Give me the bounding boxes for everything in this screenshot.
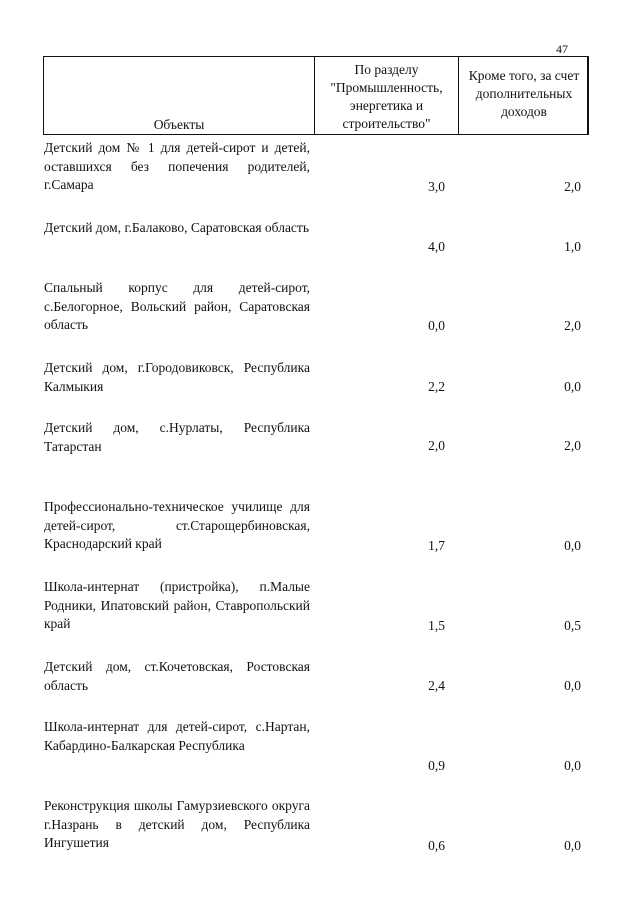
header-extra-line: Кроме того, за счет xyxy=(468,68,580,83)
row-value-section: 4,0 xyxy=(428,239,445,254)
row-value-extra: 0,0 xyxy=(564,538,581,553)
table-header xyxy=(43,56,589,135)
row-value-section: 3,0 xyxy=(428,179,445,194)
header-section-line: энергетика и xyxy=(349,98,424,113)
row-object-name: Профессионально-техническое училище для детей-сирот, ст.Старощербиновская, Краснодарский край xyxy=(44,499,310,551)
row-object-name: Реконструкция школы Гамурзиевского округа г.Назрань в детский дом, Республика Ингушетия xyxy=(44,798,310,850)
row-value-section: 0,0 xyxy=(428,318,445,333)
row-value-extra: 0,0 xyxy=(564,678,581,693)
row-value-extra: 2,0 xyxy=(564,318,581,333)
header-objects: Объекты xyxy=(153,117,205,132)
row-value-section: 2,2 xyxy=(428,379,445,394)
row-value-section: 1,5 xyxy=(428,618,445,633)
header-extra xyxy=(459,67,589,121)
row-object-name: Школа-интернат для детей-сирот, с.Нартан, Кабардино-Балкарская Республика xyxy=(44,719,310,753)
header-section-line: строительство" xyxy=(342,116,431,131)
row-object-name: Школа-интернат (пристройка), п.Малые Родники, Ипатовский район, Ставропольский край xyxy=(44,579,310,631)
row-value-extra: 1,0 xyxy=(564,239,581,254)
row-object-name: Детский дом № 1 для детей-сирот и детей, оставшихся без попечения родителей, г.Самара xyxy=(44,140,310,192)
row-value-extra: 2,0 xyxy=(564,179,581,194)
header-section-line: "Промышленность, xyxy=(330,80,443,95)
row-value-section: 2,0 xyxy=(428,438,445,453)
row-value-section: 2,4 xyxy=(428,678,445,693)
row-value-section: 1,7 xyxy=(428,538,445,553)
row-value-extra: 0,0 xyxy=(564,758,581,773)
page-number: 47 xyxy=(556,42,568,56)
row-object-name: Детский дом, г.Балаково, Саратовская область xyxy=(44,220,309,235)
row-value-extra: 2,0 xyxy=(564,438,581,453)
row-value-extra: 0,0 xyxy=(564,838,581,853)
row-value-extra: 0,0 xyxy=(564,379,581,394)
header-extra-line: дополнительных xyxy=(475,86,573,101)
row-value-section: 0,9 xyxy=(428,758,445,773)
row-object-name: Спальный корпус для детей-сирот, с.Белогорное, Вольский район, Саратовская область xyxy=(44,280,310,332)
header-extra-line: доходов xyxy=(501,104,547,119)
row-object-name: Детский дом, ст.Кочетовская, Ростовская область xyxy=(44,659,310,693)
header-section-line: По разделу xyxy=(354,62,419,77)
row-object-name: Детский дом, г.Городовиковск, Республика Калмыкия xyxy=(44,360,310,394)
row-object-name: Детский дом, с.Нурлаты, Республика Татарстан xyxy=(44,420,310,454)
header-section xyxy=(315,61,458,133)
row-value-extra: 0,5 xyxy=(564,618,581,633)
row-value-section: 0,6 xyxy=(428,838,445,853)
